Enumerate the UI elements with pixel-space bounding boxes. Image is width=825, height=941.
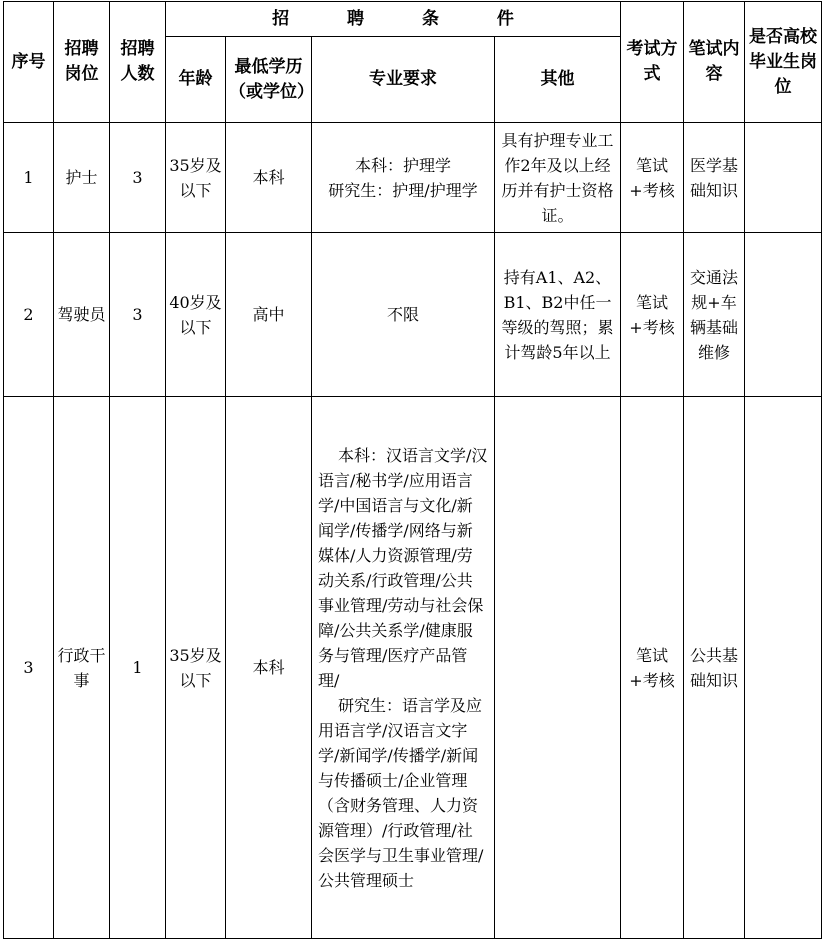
cell-position: 行政干事 <box>54 397 110 939</box>
cell-other <box>495 397 621 939</box>
cell-count: 3 <box>110 233 166 397</box>
header-other: 其他 <box>495 37 621 123</box>
cell-written-content: 交通法规+车辆基础维修 <box>684 233 745 397</box>
major-text-line: 本科：汉语言文学/汉语言/秘书学/应用语言学/中国语言与文化/新闻学/传播学/网络与新媒体/人力资源管理/劳动关系/行政管理/公共事业管理/劳动与社会保障/公共关系学/健康服务与管理/医疗产品管理/ <box>318 445 488 690</box>
cell-graduate <box>745 123 822 233</box>
cell-seq: 1 <box>4 123 54 233</box>
cell-written-content: 公共基础知识 <box>684 397 745 939</box>
major-text-line: 本科：护理学 <box>354 155 451 175</box>
header-row-top <box>4 2 822 37</box>
header-edu: 最低学历（或学位） <box>226 37 312 123</box>
cell-exam-method: 笔试+考核 <box>621 397 684 939</box>
header-graduate: 是否高校毕业生岗位 <box>745 2 822 123</box>
cell-exam-method: 笔试+考核 <box>621 233 684 397</box>
cell-position: 驾驶员 <box>54 233 110 397</box>
cell-count: 1 <box>110 397 166 939</box>
cell-position: 护士 <box>54 123 110 233</box>
cell-age: 35岁及以下 <box>166 397 226 939</box>
header-age: 年龄 <box>166 37 226 123</box>
table-row <box>4 123 822 233</box>
table-row <box>4 397 822 939</box>
cell-major <box>312 397 495 939</box>
cell-edu: 高中 <box>226 233 312 397</box>
cell-written-content: 医学基础知识 <box>684 123 745 233</box>
header-conditions: 招 聘 条 件 <box>166 2 621 37</box>
cell-seq: 3 <box>4 397 54 939</box>
header-seq: 序号 <box>4 2 54 123</box>
header-exam-method: 考试方式 <box>621 2 684 123</box>
cell-major <box>312 123 495 233</box>
cell-major: 不限 <box>312 233 495 397</box>
header-count: 招聘人数 <box>110 2 166 123</box>
table-row <box>4 233 822 397</box>
cell-age: 40岁及以下 <box>166 233 226 397</box>
cell-graduate <box>745 233 822 397</box>
header-major: 专业要求 <box>312 37 495 123</box>
header-position: 招聘岗位 <box>54 2 110 123</box>
header-written-content: 笔试内容 <box>684 2 745 123</box>
cell-age: 35岁及以下 <box>166 123 226 233</box>
cell-count: 3 <box>110 123 166 233</box>
cell-edu: 本科 <box>226 397 312 939</box>
recruitment-table <box>3 1 822 939</box>
major-text-line: 研究生：护理/护理学 <box>328 180 478 200</box>
major-text-line: 研究生：语言学及应用语言学/汉语言文字学/新闻学/传播学/新闻与传播硕士/企业管理（含财务管理、人力资源管理）/行政管理/社会医学与卫生事业管理/公共管理硕士 <box>318 695 484 890</box>
cell-other: 具有护理专业工作2年及以上经历并有护士资格证。 <box>495 123 621 233</box>
cell-other: 持有A1、A2、B1、B2中任一等级的驾照；累计驾龄5年以上 <box>495 233 621 397</box>
cell-graduate <box>745 397 822 939</box>
cell-seq: 2 <box>4 233 54 397</box>
cell-exam-method: 笔试+考核 <box>621 123 684 233</box>
cell-edu: 本科 <box>226 123 312 233</box>
